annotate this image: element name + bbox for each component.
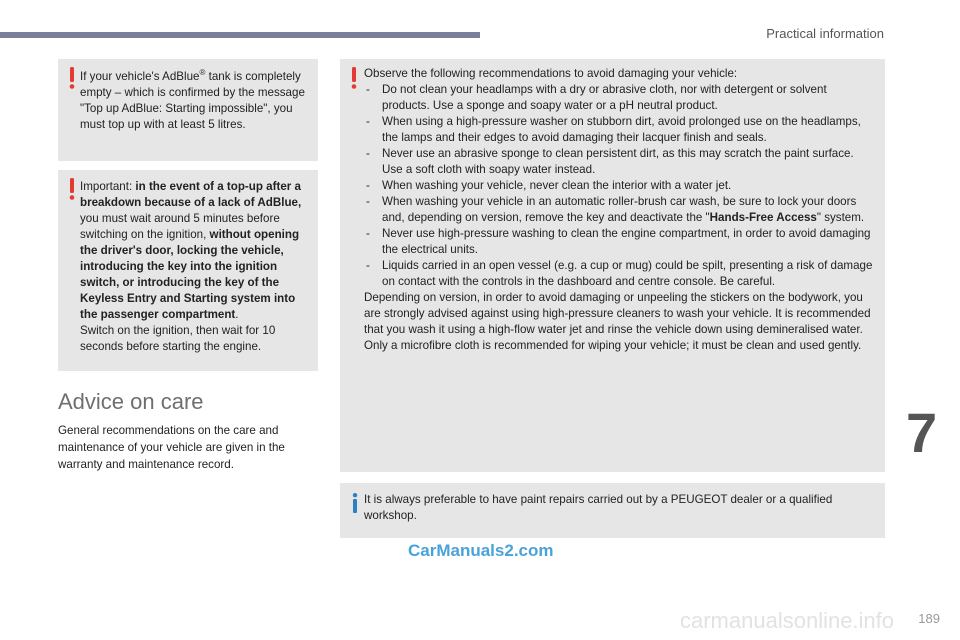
chapter-number: 7 [906, 401, 938, 464]
section-title: Practical information [766, 26, 884, 41]
header-bar [0, 32, 480, 38]
warning-icon [68, 67, 76, 89]
list-item: - Never use an abrasive sponge to clean persistent dirt, as this may scratch the paint surface. Use a soft cloth with soapy water instead. [364, 146, 875, 178]
list-item: - Do not clean your headlamps with a dry or abrasive cloth, nor with detergent or solvent products. Use a sponge and soapy water or a pH neutral product. [364, 82, 875, 114]
adblue-topup-warning-box [58, 170, 318, 371]
care-list [364, 82, 875, 290]
care-paragraph: Only a microfibre cloth is recommended for wiping your vehicle; it must be clean and used gently. [364, 339, 862, 352]
watermark-link[interactable]: CarManuals2.com [408, 541, 554, 560]
care-paragraph: Depending on version, in order to avoid damaging or unpeeling the stickers on the bodywork, you are strongly advised against using high-pressure cleaners to wash your vehicle. It is recommended that you wash it using a high-flow water jet and rinse the vehicle down using demineralised water. [364, 291, 871, 336]
care-intro: Observe the following recommendations to avoid damaging your vehicle: [364, 67, 738, 80]
page-number: 189 [918, 611, 940, 626]
adblue-empty-text: If your vehicle's AdBlue® tank is completely empty – which is confirmed by the message "Top up AdBlue: Starting impossible", you must top up with at least 5 litres. [80, 68, 305, 131]
care-recommendations-box [340, 59, 885, 472]
advice-heading: Advice on care [58, 389, 204, 414]
info-icon [352, 493, 358, 513]
list-item: - When washing your vehicle, never clean the interior with a water jet. [364, 178, 875, 194]
warning-icon [350, 67, 358, 89]
advice-body: General recommendations on the care and maintenance of your vehicle are given in the warranty and maintenance record. [58, 424, 285, 471]
paint-repair-info-box [340, 483, 885, 538]
adblue-empty-warning-box [58, 59, 318, 161]
footer-watermark: carmanualsonline.info [680, 608, 895, 633]
list-item: - When using a high-pressure washer on stubborn dirt, avoid prolonged use on the headlamps, the lamps and their edges to avoid damaging their lacquer finish and seals. [364, 114, 875, 146]
list-item: - When washing your vehicle in an automatic roller-brush car wash, be sure to lock your doors and, depending on version, remove the key and deactivate the "Hands-Free Access" system. [364, 194, 875, 226]
adblue-topup-text: Important: in the event of a top-up after a breakdown because of a lack of AdBlue, you must wait around 5 minutes before switching on the ignition, without opening the driver's door, locking the vehicle, introducing the key into the ignition switch, or introducing the key of the Keyless Entry and Starting system into the passenger compartment. [80, 180, 302, 321]
warning-icon [68, 178, 76, 200]
paint-repair-text: It is always preferable to have paint repairs carried out by a PEUGEOT dealer or a qualified workshop. [364, 493, 833, 522]
list-item: - Liquids carried in an open vessel (e.g. a cup or mug) could be spilt, presenting a risk of damage on contact with the controls in the dashboard and centre console. Be careful. [364, 258, 875, 290]
adblue-topup-line2: Switch on the ignition, then wait for 10 seconds before starting the engine. [80, 324, 276, 353]
list-item: - Never use high-pressure washing to clean the engine compartment, in order to avoid damaging the electrical units. [364, 226, 875, 258]
